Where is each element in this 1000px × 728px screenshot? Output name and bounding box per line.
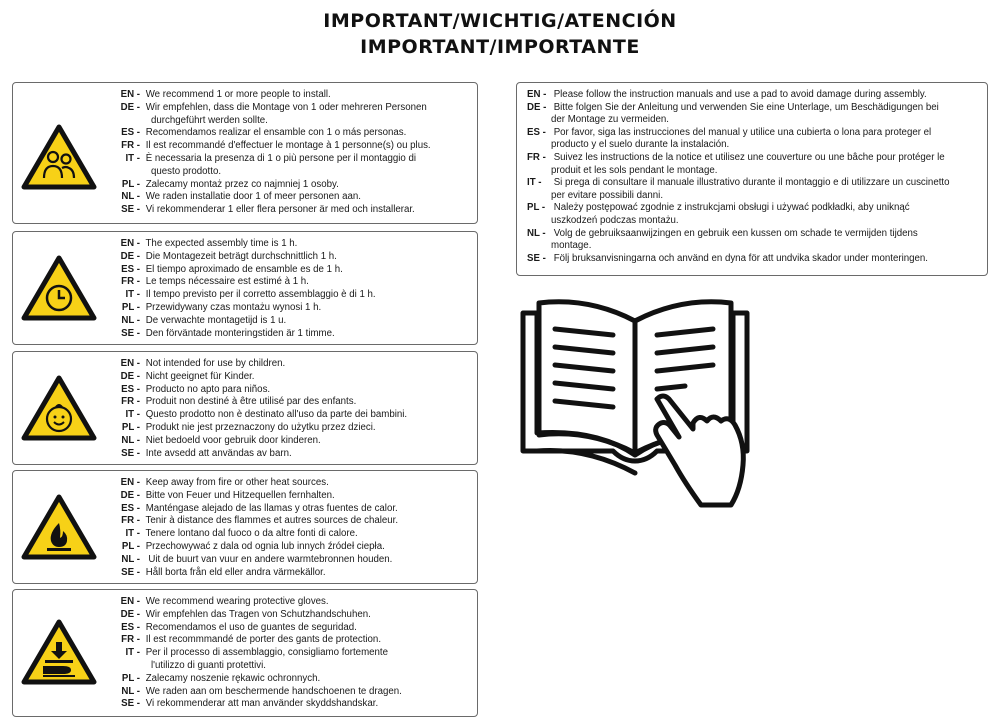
line-text: montage. xyxy=(551,240,592,252)
text-line xyxy=(113,238,471,251)
line-text: per evitare possibili danni. xyxy=(551,189,664,201)
lang-code: ES - xyxy=(121,383,140,395)
text-line xyxy=(113,276,471,289)
lang-code: EN - xyxy=(120,238,140,249)
text-line xyxy=(527,228,981,241)
lang-code: IT - xyxy=(125,152,140,164)
lang-code: IT - xyxy=(125,647,140,659)
lang-code: FR - xyxy=(121,515,140,527)
line-text: Recomendamos realizar el ensamble con 1 o más personas. xyxy=(143,127,407,139)
line-text: Not intended for use by children. xyxy=(143,358,286,369)
text-line xyxy=(113,127,471,140)
open-book-with-pointing-hand-icon xyxy=(515,295,755,510)
text-line xyxy=(113,660,471,673)
lang-code: DE - xyxy=(120,489,140,501)
line-text: Il tempo previsto per il corretto assemblaggio è di 1 h. xyxy=(143,289,376,301)
line-text: Il est recommandé d'effectuer le montage à 1 personne(s) ou plus. xyxy=(143,140,431,152)
line-text: Suivez les instructions de la notice et utilisez une couverture ou une bâche pour protéger le xyxy=(551,151,945,163)
line-text: Si prega di consultare il manuale illustrativo durante il montaggio e di utilizzare un cuscinetto xyxy=(551,177,950,189)
line-text: Tenir à distance des flammes et autres sources de chaleur. xyxy=(143,515,399,527)
text-line xyxy=(113,204,471,217)
lang-code: FR - xyxy=(121,276,140,288)
lang-code: PL - xyxy=(121,540,140,552)
text-line xyxy=(113,554,471,567)
text-line xyxy=(527,215,981,228)
warning-box-time xyxy=(12,231,478,345)
page-title-line2: IMPORTANT/IMPORTANTE xyxy=(360,36,640,58)
text-line xyxy=(527,139,981,152)
warning-text-time xyxy=(113,238,471,340)
line-text: The expected assembly time is 1 h. xyxy=(143,238,298,249)
line-text: durchgeführt werden sollte. xyxy=(151,114,268,126)
lang-code: EN - xyxy=(120,596,140,607)
text-line xyxy=(527,165,981,178)
text-line xyxy=(113,596,471,609)
lang-code: PL - xyxy=(121,178,140,190)
text-line xyxy=(113,166,471,179)
text-line xyxy=(113,541,471,554)
text-line xyxy=(113,302,471,315)
lang-code: SE - xyxy=(121,204,140,216)
line-text: Manténgase alejado de las llamas y otras fuentes de calor. xyxy=(143,502,398,514)
line-text: Den förväntade monteringstiden är 1 timme. xyxy=(143,327,335,339)
lang-code: DE - xyxy=(120,250,140,262)
text-line xyxy=(113,503,471,516)
lang-code: IT - xyxy=(125,409,140,421)
line-text: Bitte von Feuer und Hitzequellen fernhalten. xyxy=(143,489,335,501)
lang-code: DE - xyxy=(527,101,547,113)
line-text: We raden installatie door 1 of meer personen aan. xyxy=(143,191,361,203)
lang-code: ES - xyxy=(121,127,140,139)
text-line xyxy=(527,102,981,115)
warning-text-gloves xyxy=(113,596,471,711)
instruction-text xyxy=(527,89,981,265)
text-line xyxy=(113,89,471,102)
text-line xyxy=(113,140,471,153)
text-line xyxy=(113,477,471,490)
text-line xyxy=(113,435,471,448)
text-line xyxy=(113,102,471,115)
lang-code: FR - xyxy=(121,140,140,152)
line-text: Recomendamos el uso de guantes de seguridad. xyxy=(143,621,357,633)
line-text: Producto no apto para niños. xyxy=(143,383,271,395)
line-text: We recommend 1 or more people to install. xyxy=(143,89,331,100)
lang-code: DE - xyxy=(120,608,140,620)
text-line xyxy=(527,177,981,190)
line-text: Wir empfehlen, dass die Montage von 1 oder mehreren Personen xyxy=(143,101,427,113)
line-text: Vi rekommenderar att man använder skyddshandskar. xyxy=(143,698,379,710)
text-line xyxy=(113,686,471,699)
line-text: producto y el suelo durante la instalación. xyxy=(551,139,730,151)
text-line xyxy=(113,422,471,435)
text-line xyxy=(113,567,471,580)
line-text: De verwachte montagetijd is 1 u. xyxy=(143,314,287,326)
line-text: Nicht geeignet für Kinder. xyxy=(143,370,255,382)
text-line xyxy=(113,328,471,341)
text-line xyxy=(113,358,471,371)
line-text: Volg de gebruiksaanwijzingen en gebruik een kussen om schade te vermijden tijdens xyxy=(551,227,918,239)
text-line xyxy=(527,253,981,266)
lang-code: IT - xyxy=(125,289,140,301)
lang-code: EN - xyxy=(527,89,547,100)
line-text: Il est recommmandé de porter des gants de protection. xyxy=(143,634,382,646)
warning-text-children xyxy=(113,358,471,460)
text-line xyxy=(527,89,981,102)
line-text: der Montage zu vermeiden. xyxy=(551,114,669,126)
lang-code: DE - xyxy=(120,370,140,382)
line-text: Zalecamy noszenie rękawic ochronnych. xyxy=(143,672,321,684)
line-text: Niet bedoeld voor gebruik door kinderen. xyxy=(143,434,321,446)
lang-code: FR - xyxy=(121,396,140,408)
line-text: Produit non destiné à être utilisé par des enfants. xyxy=(143,396,357,408)
text-line xyxy=(527,127,981,140)
line-text: Przechowywać z dala od ognia lub innych źródeł ciepła. xyxy=(143,540,385,552)
text-line xyxy=(113,289,471,302)
lang-code: NL - xyxy=(527,227,546,239)
page-title-line1: IMPORTANT/WICHTIG/ATENCIÓN xyxy=(323,10,677,32)
line-text: We raden aan om beschermende handschoenen te dragen. xyxy=(143,685,402,697)
line-text: Zalecamy montaż przez co najmniej 1 osoby. xyxy=(143,178,339,190)
text-line xyxy=(113,698,471,711)
line-text: questo prodotto. xyxy=(151,165,222,177)
line-text: Följ bruksanvisningarna och använd en dyna för att undvika skador under monteringen. xyxy=(551,252,928,264)
lang-code: PL - xyxy=(121,421,140,433)
text-line xyxy=(527,190,981,203)
two-people-warning-icon xyxy=(21,123,97,191)
line-text: È necessaria la presenza di 1 o più persone per il montaggio di xyxy=(143,152,417,164)
line-text: Keep away from fire or other heat sources. xyxy=(143,477,329,488)
text-line xyxy=(527,202,981,215)
line-text: Questo prodotto non è destinato all'uso da parte dei bambini. xyxy=(143,409,408,421)
lang-code: IT - xyxy=(125,528,140,540)
hand-crush-warning-icon xyxy=(21,618,97,686)
line-text: Le temps nécessaire est estimé à 1 h. xyxy=(143,276,309,288)
line-text: Håll borta från eld eller andra värmekällor. xyxy=(143,566,326,578)
line-text: Tenere lontano dal fuoco o da altre fonti di calore. xyxy=(143,528,358,540)
lang-code: SE - xyxy=(121,698,140,710)
line-text: Uit de buurt van vuur en andere warmtebronnen houden. xyxy=(143,553,393,565)
lang-code: SE - xyxy=(121,327,140,339)
lang-code: FR - xyxy=(527,151,546,163)
text-line xyxy=(113,264,471,277)
warning-box-gloves xyxy=(12,589,478,717)
line-text: Wir empfehlen das Tragen von Schutzhandschuhen. xyxy=(143,608,371,620)
line-text: Należy postępować zgodnie z instrukcjami obsługi i używać podkładki, aby uniknąć xyxy=(551,202,910,214)
lang-code: PL - xyxy=(527,202,546,214)
line-text: Por favor, siga las instrucciones del manual y utilice una cubierta o lona para proteger el xyxy=(551,126,932,138)
line-text: Inte avsedd att användas av barn. xyxy=(143,447,292,459)
line-text: We recommend wearing protective gloves. xyxy=(143,596,329,607)
line-text: Przewidywany czas montażu wynosi 1 h. xyxy=(143,301,322,313)
line-text: Vi rekommenderar 1 eller flera personer är med och installerar. xyxy=(143,204,415,216)
clock-warning-icon xyxy=(21,254,97,322)
line-text: Per il processo di assemblaggio, consigliamo fortemente xyxy=(143,647,388,659)
lang-code: SE - xyxy=(121,566,140,578)
lang-code: SE - xyxy=(527,252,546,264)
text-line xyxy=(113,179,471,192)
instruction-box xyxy=(516,82,988,276)
lang-code: NL - xyxy=(121,685,140,697)
warning-box-children xyxy=(12,351,478,465)
text-line xyxy=(527,240,981,253)
line-text: Produkt nie jest przeznaczony do użytku przez dzieci. xyxy=(143,421,376,433)
line-text: uszkodzeń podczas montażu. xyxy=(551,214,679,226)
lang-code: ES - xyxy=(121,621,140,633)
lang-code: FR - xyxy=(121,634,140,646)
lang-code: NL - xyxy=(121,434,140,446)
lang-code: NL - xyxy=(121,314,140,326)
lang-code: PL - xyxy=(121,301,140,313)
lang-code: SE - xyxy=(121,447,140,459)
text-line xyxy=(113,528,471,541)
lang-code: EN - xyxy=(120,89,140,100)
line-text: Bitte folgen Sie der Anleitung und verwenden Sie eine Unterlage, um Beschädigungen bei xyxy=(551,101,939,113)
warning-box-fire xyxy=(12,470,478,584)
line-text: Die Montagezeit beträgt durchschnittlich 1 h. xyxy=(143,250,337,262)
lang-code: NL - xyxy=(121,553,140,565)
lang-code: ES - xyxy=(121,263,140,275)
text-line xyxy=(113,448,471,461)
child-face-warning-icon xyxy=(21,374,97,442)
lang-code: IT - xyxy=(527,177,542,189)
text-line xyxy=(113,490,471,503)
line-text: El tiempo aproximado de ensamble es de 1 h. xyxy=(143,263,343,275)
lang-code: PL - xyxy=(121,672,140,684)
text-line xyxy=(113,396,471,409)
warning-text-people xyxy=(113,89,471,217)
lang-code: DE - xyxy=(120,101,140,113)
lang-code: ES - xyxy=(121,502,140,514)
text-line xyxy=(113,673,471,686)
text-line xyxy=(113,634,471,647)
text-line xyxy=(113,515,471,528)
fire-warning-icon xyxy=(21,493,97,561)
text-line xyxy=(113,647,471,660)
text-line xyxy=(113,251,471,264)
lang-code: NL - xyxy=(121,191,140,203)
line-text: Please follow the instruction manuals and use a pad to avoid damage during assembly. xyxy=(551,89,927,100)
text-line xyxy=(113,371,471,384)
lang-code: EN - xyxy=(120,477,140,488)
text-line xyxy=(113,191,471,204)
text-line xyxy=(113,115,471,128)
warning-text-fire xyxy=(113,477,471,579)
text-line xyxy=(113,315,471,328)
lang-code: ES - xyxy=(527,126,546,138)
text-line xyxy=(113,609,471,622)
text-line xyxy=(113,622,471,635)
lang-code: EN - xyxy=(120,358,140,369)
text-line xyxy=(113,409,471,422)
text-line xyxy=(527,152,981,165)
text-line xyxy=(113,153,471,166)
text-line xyxy=(113,384,471,397)
warning-box-people xyxy=(12,82,478,224)
line-text: l'utilizzo di guanti protettivi. xyxy=(151,659,266,671)
line-text: produit et les sols pendant le montage. xyxy=(551,164,718,176)
text-line xyxy=(527,114,981,127)
